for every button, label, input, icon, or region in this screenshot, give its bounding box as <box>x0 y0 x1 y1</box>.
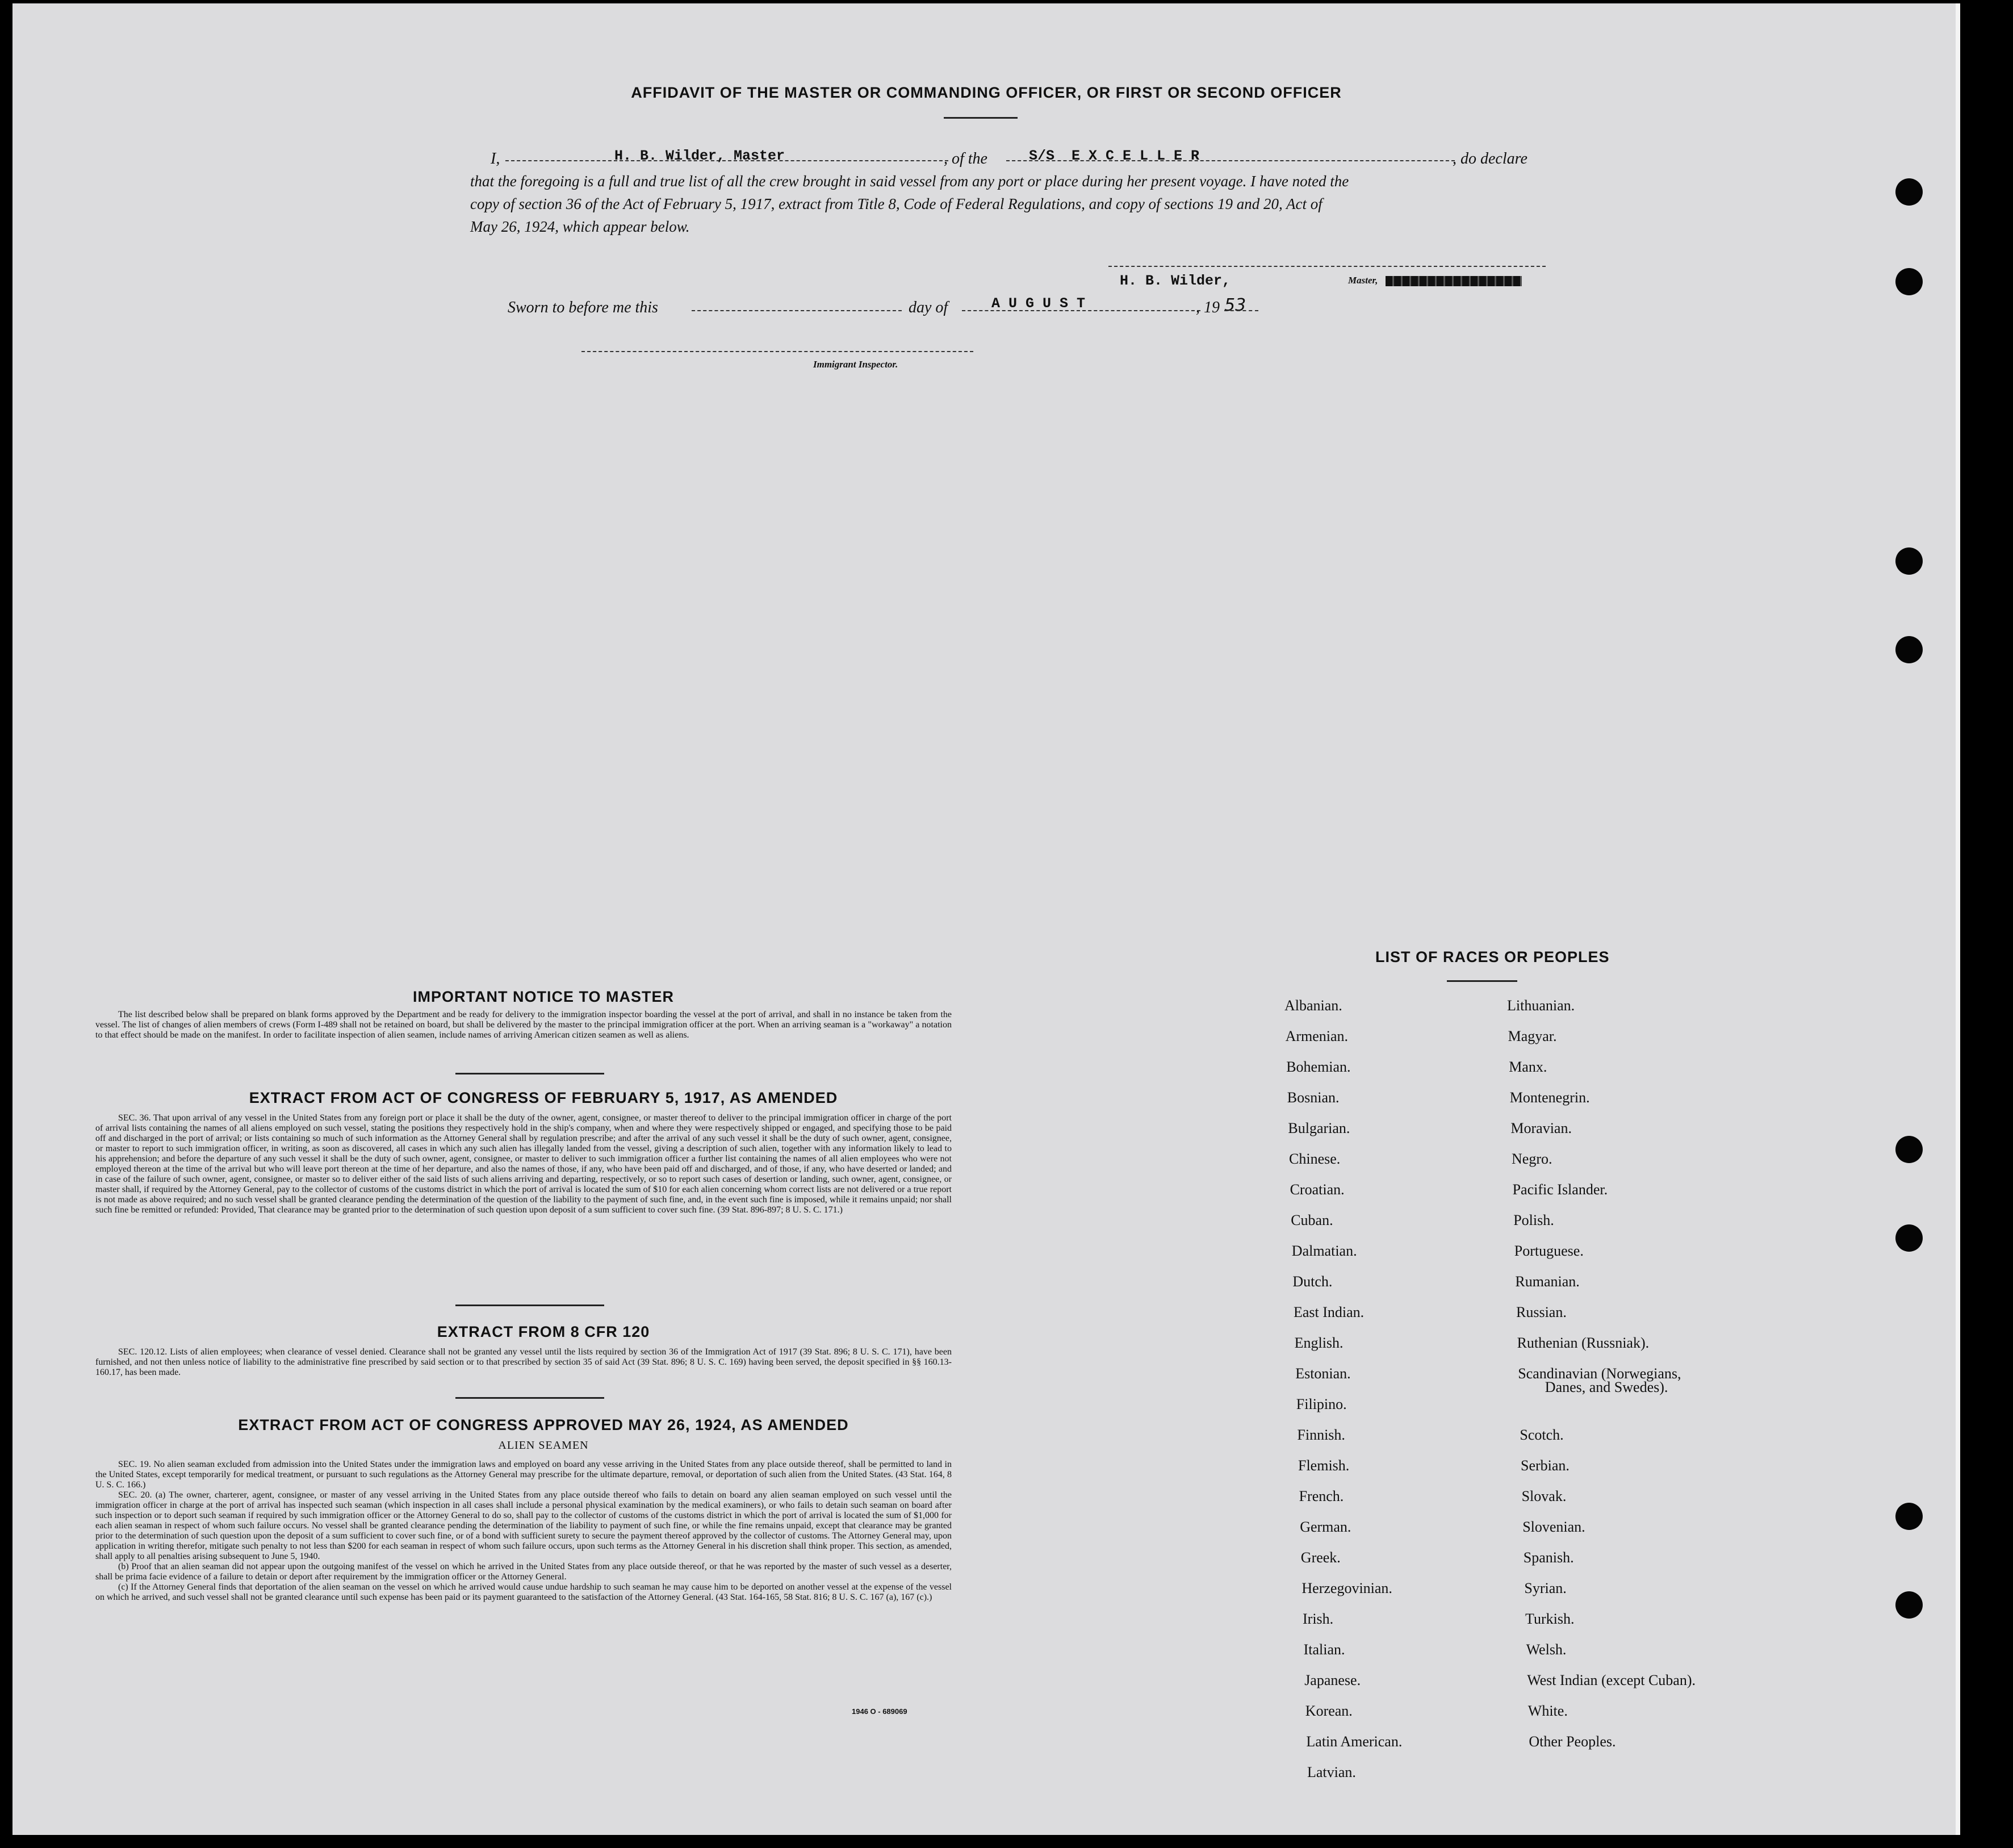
race-item: Negro. <box>1512 1151 1552 1167</box>
race-item: Japanese. <box>1304 1672 1361 1688</box>
punch-hole <box>1895 1591 1923 1619</box>
race-item: Bosnian. <box>1287 1089 1340 1106</box>
fill-line <box>692 310 902 311</box>
race-item: Flemish. <box>1298 1457 1350 1474</box>
extract-1924-subtitle: ALIEN SEAMEN <box>498 1439 589 1452</box>
section-20a: SEC. 20. (a) The owner, charterer, agent, consignee, or master of any vessel arriving in the United States from any place outside thereof who fails to detain on board any alien seaman employed on such vessel until the immigration officer in charge at the port of arrival has inspected such seaman (which inspection in all cases shall include a personal physical examination by the medical examiners), or who fails to detain such seaman on board after such inspection or to deport such seaman if required by such immigration officer or the Attorney General to do so, shall pay to the collector of customs of the customs district in which the port of arrival is located the sum of $1,000 for each alien seaman in respect of whom such failure occurs. No vessel shall be granted clearance pending the determination of the liability to payment of such fine, or while the fine remains unpaid, except that clearance may be granted prior to the determination of such question upon the deposit of a sum sufficient to cover such fine, or of a bond with sufficient surety to secure the payment thereof approved by the collector of customs. The Attorney General may, upon application in writing therefor, mitigate such penalty to not less than $200 for each seaman in respect of whom such failure occurs, upon such terms as the Attorney General in his discretion shall think proper. This section, as amended, shall apply to all penalties arising subsequent to June 5, 1940. <box>95 1490 952 1561</box>
punch-hole <box>1895 178 1923 206</box>
race-item: English. <box>1294 1335 1344 1351</box>
punch-hole <box>1895 636 1923 663</box>
divider <box>944 117 1018 119</box>
race-item: Italian. <box>1303 1641 1345 1658</box>
races-title: LIST OF RACES OR PEOPLES <box>1375 948 1610 965</box>
race-item: Scandinavian (Norwegians, <box>1518 1365 1681 1382</box>
race-item: Korean. <box>1305 1703 1353 1719</box>
race-item: Herzegovinian. <box>1301 1580 1392 1596</box>
race-item: White. <box>1527 1703 1568 1719</box>
punch-hole <box>1895 1224 1923 1252</box>
section-20c: (c) If the Attorney General finds that deportation of the alien seaman on the vessel on which he arrived would cause undue hardship to such seaman he may cause him to be deported on another vessel at the expense of the vessel on which he arrived, and such vessel shall not be granted clearance until such expense has been paid or its payment guaranteed to the satisfaction of the Attorney General. (43 Stat. 164-165, 58 Stat. 816; 8 U. S. C. 167 (a), 167 (c).) <box>95 1582 952 1602</box>
race-item: Polish. <box>1513 1212 1554 1228</box>
struck-out-text <box>1386 276 1522 286</box>
race-item: Bohemian. <box>1286 1059 1351 1075</box>
race-item: Rumanian. <box>1515 1273 1580 1290</box>
race-item: Turkish. <box>1525 1611 1575 1627</box>
race-item: Serbian. <box>1521 1457 1570 1474</box>
affidavit-line-4: May 26, 1924, which appear below. <box>470 218 690 235</box>
race-item: Portuguese. <box>1514 1243 1584 1259</box>
section-19: SEC. 19. No alien seaman excluded from admission into the United States under the immigration laws and employed on board any vesse arriving in the United States from any place outside thereof, shall be permitted to land in the United States, except temporarily for medical treatment, or pursuant to such regulations as the Attorney General may prescribe for the ultimate departure, removal, or deportation of such alien from the United States. (43 Stat. 164, 8 U. S. C. 166.) <box>95 1460 952 1490</box>
race-item: Welsh. <box>1526 1641 1567 1658</box>
divider <box>455 1305 604 1306</box>
race-item: Other Peoples. <box>1529 1733 1616 1750</box>
section-20b: (b) Proof that an alien seaman did not appear upon the outgoing manifest of the vessel on which he arrived in the United States from any place outside thereof, or that he was reported by the master of such vessel as a deserter, shall be prima facie evidence of a failure to detain or deport after requirement by the immigration officer or the Attorney General. <box>95 1562 952 1582</box>
race-item: Ruthenian (Russniak). <box>1517 1335 1650 1351</box>
race-item: German. <box>1300 1519 1351 1535</box>
affidavit-title: AFFIDAVIT OF THE MASTER OR COMMANDING OFFICER, OR FIRST OR SECOND OFFICER <box>631 84 1342 101</box>
extract-1917-body: SEC. 36. That upon arrival of any vessel in the United States from any foreign port or place it shall be the duty of the owner, agent, consignee, or master thereof to deliver to the principal immigration officer in charge of the port of arrival lists containing the names of all aliens employed on such vessel, stating the positions they respectively hold in the ship's company, when and where they were respectively shipped or engaged, and specifying those to be paid off and discharged in the port of arrival; or lists containing so much of such information as the Attorney General shall by regulation prescribe; and after the arrival of any such vessel it shall be the duty of such owner, agent, consignee, or master to report to such immigration officer, in writing, as soon as discovered, all cases in which any such alien has illegally landed from the vessel, giving a description of such alien, together with any information likely to lead to his apprehension; and before the departure of any such vessel it shall be the duty of such owner, agent, consignee, or master to deliver to such immigration officer a further list containing the names of all alien employees who were not employed thereon at the time of the arrival but who will leave port thereon at the time of her departure, and also the names of those, if any, who have been paid off and discharged, and of those, if any, who have deserted or landed; and in case of the failure of such owner, agent, consignee, or master so to deliver either of the said lists of such aliens arriving and departing, respectively, or so to report such cases of desertion or landing, such owner, agent, consignee, or master shall, if required by the Attorney General, pay to the collector of customs of the customs district in which the port of arrival is located the sum of $10 for each alien concerning whom correct lists are not delivered or a true report is not made as above required; and no such vessel shall be granted clearance pending the determination of the question of the liability to the payment of such fine, and, in the event such fine is imposed, while it remains unpaid; nor shall such fine be remitted or refunded: Provided, That clearance may be granted prior to the determination of such question upon deposit of a sum sufficient to cover such fine. (39 Stat. 896-897; 8 U. S. C. 171.) <box>95 1113 952 1215</box>
race-item: French. <box>1299 1488 1344 1504</box>
race-item: Finnish. <box>1297 1427 1345 1443</box>
affidavit-text-i: I, <box>491 150 500 168</box>
document-page <box>12 3 1960 1835</box>
race-item: Russian. <box>1516 1304 1567 1320</box>
affidavit-line-2: that the foregoing is a full and true list of all the crew brought in said vessel from any port or place during her present voyage. I have noted the <box>470 173 1349 190</box>
extract-cfr-title: EXTRACT FROM 8 CFR 120 <box>437 1323 650 1340</box>
race-item: Syrian. <box>1524 1580 1567 1596</box>
race-item: Manx. <box>1509 1059 1547 1075</box>
race-item: Moravian. <box>1510 1120 1572 1136</box>
affidavit-text-of-the: , of the <box>944 150 987 168</box>
race-item: Irish. <box>1303 1611 1334 1627</box>
fill-line <box>1224 310 1258 311</box>
race-item: Armenian. <box>1285 1028 1349 1044</box>
divider <box>455 1397 604 1399</box>
divider <box>455 1073 604 1074</box>
extract-1917-title: EXTRACT FROM ACT OF CONGRESS OF FEBRUARY 5, 1917, AS AMENDED <box>249 1089 838 1106</box>
race-item: Dalmatian. <box>1291 1243 1357 1259</box>
race-item: Albanian. <box>1284 997 1342 1014</box>
year-handwritten: 53 <box>1224 295 1246 315</box>
notice-title: IMPORTANT NOTICE TO MASTER <box>413 988 674 1005</box>
extract-1924-title: EXTRACT FROM ACT OF CONGRESS APPROVED MAY 26, 1924, AS AMENDED <box>238 1416 849 1433</box>
race-item: Lithuanian. <box>1507 997 1575 1014</box>
race-item: Slovak. <box>1521 1488 1567 1504</box>
race-item: Slovenian. <box>1522 1519 1585 1535</box>
inspector-label: Immigrant Inspector. <box>813 359 898 370</box>
inspector-signature-line <box>581 351 973 352</box>
divider <box>1447 980 1517 982</box>
race-item: Latin American. <box>1306 1733 1403 1750</box>
day-of-text: day of <box>909 299 948 316</box>
race-item: Montenegrin. <box>1509 1089 1590 1106</box>
race-item: Cuban. <box>1291 1212 1333 1228</box>
race-item: Croatian. <box>1290 1181 1345 1198</box>
race-item: Estonian. <box>1295 1365 1351 1382</box>
race-item: Pacific Islander. <box>1512 1181 1608 1198</box>
master-label: Master, <box>1348 275 1378 286</box>
extract-cfr-body: SEC. 120.12. Lists of alien employees; when clearance of vessel denied. Clearance shall not be granted any vessel until the lists required by section 36 of the Immigration Act of 1917 (39 Stat. 896; 8 U. S. C. 171), have been furnished, and not then unless notice of liability to the administrative fine prescribed by said section or to that prescribed by section 35 of said Act (39 Stat. 896; 8 U. S. C. 169) having been served, the deposit specified in §§ 160.13-160.17, has been made. <box>95 1347 952 1377</box>
race-item: Spanish. <box>1523 1549 1574 1566</box>
punch-hole <box>1895 1136 1923 1163</box>
vessel-name-field: S/S E X C E L L E R <box>1029 148 1200 164</box>
race-item: Bulgarian. <box>1288 1120 1350 1136</box>
punch-hole <box>1895 1503 1923 1530</box>
race-item: West Indian (except Cuban). <box>1527 1672 1696 1688</box>
race-item: Filipino. <box>1296 1396 1347 1412</box>
race-item: Dutch. <box>1292 1273 1333 1290</box>
affidavit-text-declare: , do declare <box>1453 150 1527 168</box>
affidavit-line-3: copy of section 36 of the Act of February 5, 1917, extract from Title 8, Code of Federal Regulations, and copy of sections 19 and 20, Act of <box>470 195 1323 212</box>
race-item: Scotch. <box>1520 1427 1564 1443</box>
sworn-text: Sworn to before me this <box>508 299 658 316</box>
signature-line <box>1108 266 1546 267</box>
race-item: East Indian. <box>1294 1304 1365 1320</box>
race-item: Chinese. <box>1289 1151 1341 1167</box>
race-item: Danes, and Swedes). <box>1545 1379 1668 1395</box>
month-field: A U G U S T <box>991 295 1086 312</box>
year-prefix: , 19 <box>1196 299 1220 316</box>
master-signature: H. B. Wilder, <box>1120 273 1231 289</box>
extract-1924-body <box>95 1460 952 1603</box>
race-item: Latvian. <box>1307 1764 1356 1780</box>
master-name-field: H. B. Wilder, Master <box>614 148 785 164</box>
race-item: Greek. <box>1300 1549 1341 1566</box>
punch-hole <box>1895 547 1923 575</box>
notice-body: The list described below shall be prepared on blank forms approved by the Department and be ready for delivery to the immigration inspector boarding the vessel at the port of arrival, and shall in no instance be taken from the vessel. The list of changes of alien members of crews (Form I-489 shall not be retained on board, but shall be delivered by the master to the principal immigration officer at the port. When an arriving seaman is a "workaway" a notation to that effect should be made on the manifest. In order to facilitate inspection of alien seamen, include names of arriving American citizen seamen as well as aliens. <box>95 1010 952 1040</box>
race-item: Magyar. <box>1508 1028 1557 1044</box>
print-code: 1946 O - 689069 <box>852 1707 907 1716</box>
punch-hole <box>1895 268 1923 295</box>
